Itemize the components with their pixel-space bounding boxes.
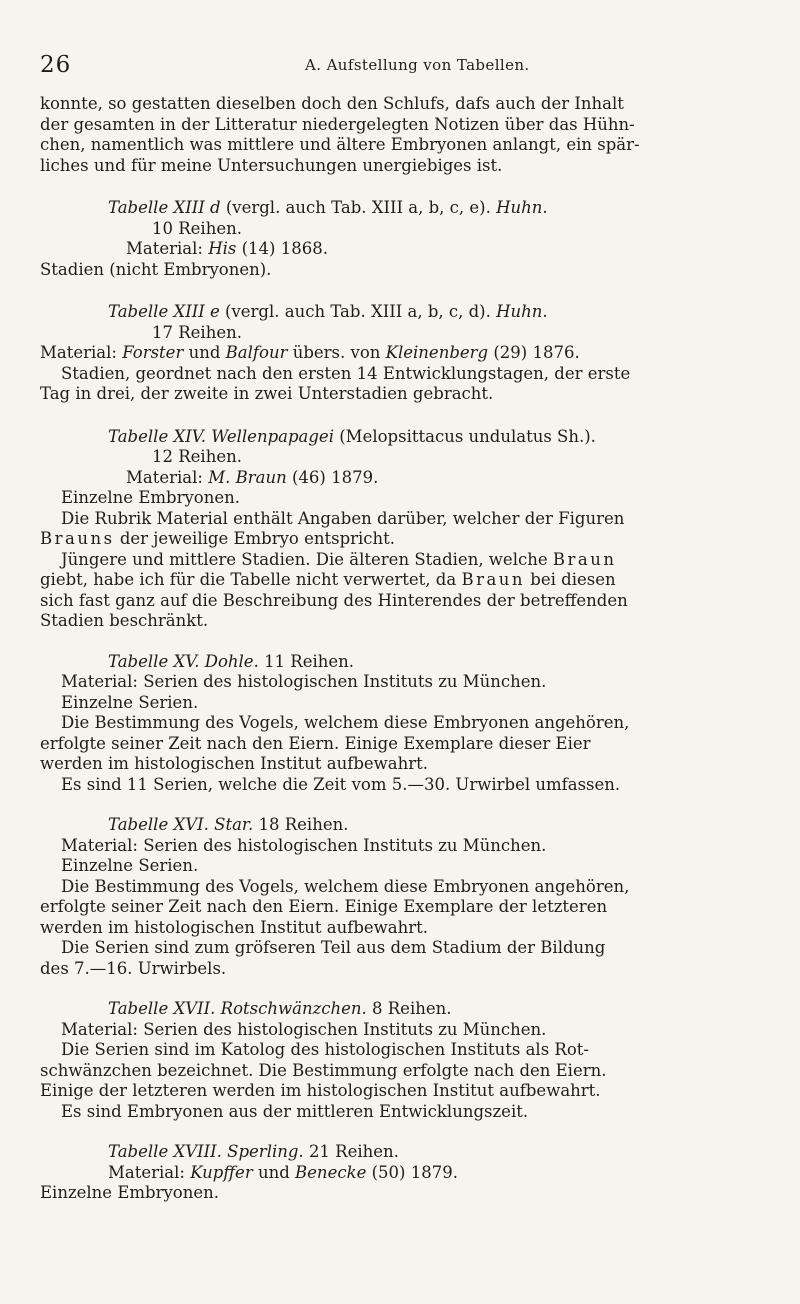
text-line — [40, 550, 762, 571]
section-note: Einzelne Serien. — [61, 692, 199, 712]
material-citation: (14) 1868. — [241, 239, 328, 258]
row-count: 11 Reihen. — [264, 651, 355, 671]
author-name: His — [208, 239, 237, 258]
section-heading — [40, 652, 762, 673]
animal-name: Dohle. — [204, 651, 259, 671]
material-line: Material: Serien des histologischen Instituts zu München. — [61, 835, 547, 855]
material-line — [40, 239, 762, 260]
material-citation: (46) 1879. — [291, 467, 379, 487]
text-fragment: der jeweilige Embryo entspricht. — [114, 529, 396, 548]
latin-name: (Melopsittacus undulatus Sh.). — [339, 426, 596, 446]
section-tabelle-xvi — [40, 815, 762, 979]
section-tabelle-xiii-e — [40, 302, 762, 405]
section-tabelle-xiv — [40, 427, 762, 632]
text-line: Es sind Embryonen aus der mittleren Entwicklungszeit. — [61, 1101, 529, 1121]
animal-name: Huhn. — [496, 198, 548, 217]
conjunction: und — [257, 1162, 290, 1182]
table-title: Tabelle XV. — [108, 651, 200, 671]
table-title: Tabelle XVIII. — [108, 1142, 222, 1161]
row-count: 12 Reihen. — [152, 447, 242, 466]
conjunction: und — [188, 343, 221, 362]
table-reference: (vergl. auch Tab. XIII a, b, c, e). — [225, 198, 491, 217]
text-line — [40, 570, 762, 591]
text-line: des 7.—16. Urwirbels. — [40, 958, 227, 978]
table-title: Tabelle XIV. — [108, 426, 206, 446]
text-line: liches und für meine Untersuchungen unergiebiges ist. — [40, 155, 503, 175]
text-line: Die Bestimmung des Vogels, welchem diese Embryonen angehören, — [61, 713, 630, 732]
text-fragment: bei diesen — [525, 570, 616, 589]
material-line — [40, 343, 762, 364]
animal-name: Rotschwänzchen. — [220, 999, 367, 1018]
text-line: erfolgte seiner Zeit nach den Eiern. Einige Exemplare dieser Eier — [40, 733, 591, 753]
row-count: 8 Reihen. — [372, 999, 452, 1018]
material-citation: (29) 1876. — [493, 343, 580, 362]
section-tabelle-xvii — [40, 999, 762, 1122]
material-citation: (50) 1879. — [371, 1162, 458, 1182]
translator-note: übers. von — [292, 343, 381, 362]
section-note: Einzelne Embryonen. — [61, 488, 240, 507]
material-label: Material: — [126, 239, 203, 258]
animal-name: Star. — [214, 815, 254, 834]
section-tabelle-xv — [40, 652, 762, 796]
author-spaced: Brauns — [40, 529, 115, 548]
section-note: Einzelne Embryonen. — [40, 1183, 219, 1202]
text-line: Stadien, geordnet nach den ersten 14 Entwicklungstagen, der erste — [61, 363, 631, 383]
author-name: Kleinenberg — [385, 343, 489, 362]
material-line — [40, 1163, 762, 1184]
material-line: Material: Serien des histologischen Instituts zu München. — [61, 672, 547, 691]
text-line: Die Bestimmung des Vogels, welchem diese Embryonen angehören, — [61, 876, 630, 896]
row-count: 21 Reihen. — [308, 1142, 399, 1161]
table-title: Tabelle XIII e — [108, 302, 220, 321]
page-body — [40, 94, 762, 1204]
animal-name: Wellenpapagei — [211, 426, 334, 446]
section-heading — [40, 198, 762, 219]
section-heading — [40, 1142, 762, 1163]
section-tabelle-xviii — [40, 1142, 762, 1204]
material-label: Material: — [126, 467, 203, 487]
section-tabelle-xiii-d — [40, 198, 762, 280]
table-title: Tabelle XVII. — [108, 999, 216, 1018]
section-heading — [40, 302, 762, 323]
section-heading — [40, 427, 762, 448]
text-line: Die Serien sind zum gröfseren Teil aus dem Stadium der Bildung — [61, 938, 606, 957]
text-line: schwänzchen bezeichnet. Die Bestimmung erfolgte nach den Eiern. — [40, 1060, 607, 1080]
text-line — [40, 529, 762, 550]
section-heading — [40, 815, 762, 836]
table-title: Tabelle XVI. — [108, 815, 209, 834]
text-line: erfolgte seiner Zeit nach den Eiern. Einige Exemplare der letzteren — [40, 897, 608, 916]
text-line: Einige der letzteren werden im histologischen Institut aufbewahrt. — [40, 1081, 601, 1100]
material-line — [40, 468, 762, 489]
text-line: Die Serien sind im Katolog des histologischen Instituts als Rot- — [61, 1040, 589, 1059]
text-line: Stadien beschränkt. — [40, 611, 209, 630]
row-count: 17 Reihen. — [152, 322, 242, 342]
author-spaced: Braun — [461, 570, 526, 589]
author-name: Forster — [122, 343, 184, 362]
text-line: chen, namentlich was mittlere und ältere Embryonen anlangt, ein spär- — [40, 135, 640, 154]
intro-paragraph — [40, 94, 762, 176]
animal-name: Huhn. — [496, 302, 548, 321]
running-header: A. Aufstellung von Tabellen. — [305, 56, 530, 74]
author-name: Balfour — [225, 343, 288, 362]
row-count: 18 Reihen. — [258, 815, 349, 834]
material-label: Material: — [108, 1162, 185, 1182]
text-line: konnte, so gestatten dieselben doch den Schlufs, dafs auch der Inhalt — [40, 94, 624, 113]
text-line: Die Rubrik Material enthält Angaben darüber, welcher der Figuren — [61, 508, 625, 528]
text-line: werden im histologischen Institut aufbewahrt. — [40, 754, 428, 773]
author-spaced: Braun — [552, 549, 617, 569]
section-note: Stadien (nicht Embryonen). — [40, 259, 272, 279]
table-title: Tabelle XIII d — [108, 198, 221, 217]
section-heading — [40, 999, 762, 1020]
table-reference: (vergl. auch Tab. XIII a, b, c, d). — [225, 302, 491, 321]
material-label: Material: — [40, 343, 117, 362]
text-fragment: Jüngere und mittlere Stadien. Die älteren Stadien, welche — [61, 549, 553, 569]
animal-name: Sperling. — [227, 1142, 304, 1161]
section-note: Einzelne Serien. — [61, 856, 199, 875]
author-name: M. Braun — [208, 467, 287, 487]
author-name: Kupffer — [190, 1162, 253, 1182]
material-line: Material: Serien des histologischen Instituts zu München. — [61, 1019, 547, 1039]
author-name: Benecke — [295, 1162, 367, 1182]
text-line: sich fast ganz auf die Beschreibung des Hinterendes der betreffenden — [40, 590, 628, 610]
text-line: Tag in drei, der zweite in zwei Unterstadien gebracht. — [40, 384, 494, 403]
text-line: Es sind 11 Serien, welche die Zeit vom 5.—30. Urwirbel umfassen. — [61, 774, 621, 794]
row-count: 10 Reihen. — [152, 218, 242, 238]
text-fragment: giebt, habe ich für die Tabelle nicht verwertet, da — [40, 570, 462, 589]
text-line: der gesamten in der Litteratur niedergelegten Notizen über das Hühn- — [40, 114, 635, 134]
text-line: werden im histologischen Institut aufbewahrt. — [40, 917, 428, 937]
page-number: 26 — [40, 52, 72, 78]
